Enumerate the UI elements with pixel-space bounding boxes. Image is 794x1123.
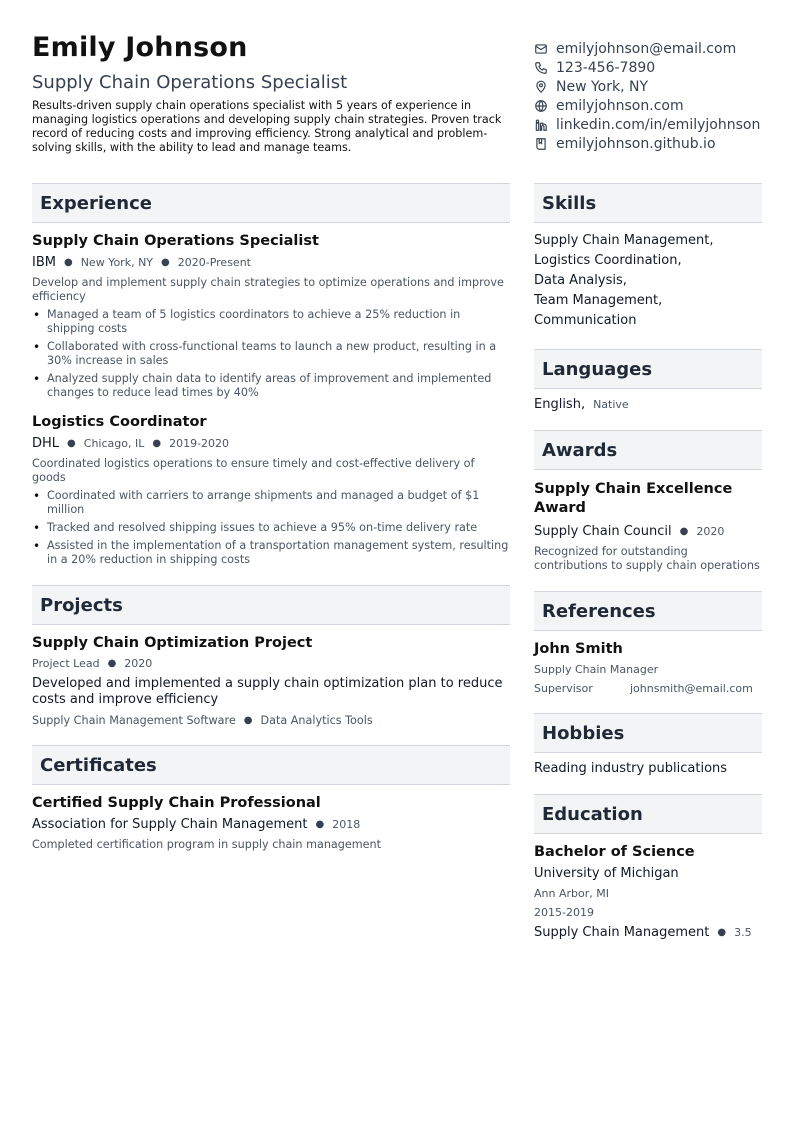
left-column <box>32 183 510 870</box>
contact-website[interactable] <box>534 96 792 115</box>
project-tools <box>32 714 510 727</box>
location-text: New York, NY <box>556 78 649 95</box>
certificate-year: 2018 <box>332 818 361 831</box>
bullet-item: • Collaborated with cross-functional teams to launch a new product, resulting in a 30% increase in sales <box>32 340 510 368</box>
phone-icon <box>534 61 548 75</box>
job-bullets <box>32 489 510 567</box>
website-text: emilyjohnson.com <box>556 97 684 114</box>
bullet-item: • Assisted in the implementation of a transportation management system, resulting in a 20% reduction in shipping costs <box>32 539 510 567</box>
award-issuer: Supply Chain Council <box>534 524 672 539</box>
project-year: 2020 <box>124 657 153 670</box>
contact-location <box>534 77 792 96</box>
skill-item: Team Management, <box>534 293 663 308</box>
references-section <box>534 591 762 695</box>
contact-list <box>534 39 792 153</box>
linkedin-text: linkedin.com/in/emilyjohnson <box>556 116 761 133</box>
award-entry <box>534 480 762 573</box>
bullet-item: • Tracked and resolved shipping issues to achieve a 95% on-time delivery rate <box>32 521 510 535</box>
education-gpa: 3.5 <box>734 926 752 939</box>
reference-position: Supply Chain Manager <box>534 663 659 676</box>
certificate-meta <box>32 817 510 832</box>
certificate-entry <box>32 795 510 852</box>
certificate-issuer: Association for Supply Chain Management <box>32 817 308 832</box>
job-company: DHL <box>32 436 60 451</box>
awards-section <box>534 430 762 573</box>
education-heading: Education <box>534 794 762 834</box>
separator-dot: ● <box>107 658 117 669</box>
contact-email[interactable] <box>534 39 792 58</box>
job-description: Develop and implement supply chain strategies to optimize operations and improve efficiency <box>32 276 504 303</box>
job-dates: 2019-2020 <box>169 437 230 450</box>
separator-dot: ● <box>152 438 162 449</box>
bookmark-icon <box>534 137 548 151</box>
experience-heading: Experience <box>32 183 510 223</box>
hobby-item: Reading industry publications <box>534 761 728 776</box>
experience-section <box>32 183 510 567</box>
references-heading: References <box>534 591 762 631</box>
education-entry <box>534 844 762 940</box>
separator-dot: ● <box>161 257 170 268</box>
projects-section <box>32 585 510 727</box>
certificate-title: Certified Supply Chain Professional <box>32 795 321 811</box>
separator-dot: ● <box>67 438 76 449</box>
job-meta <box>32 255 510 270</box>
projects-heading: Projects <box>32 585 510 625</box>
linkedin-icon <box>534 118 548 132</box>
skill-item: Supply Chain Management, <box>534 233 714 248</box>
job-title: Supply Chain Operations Specialist <box>32 233 319 249</box>
job-location: New York, NY <box>80 256 154 269</box>
project-role: Project Lead <box>32 657 100 670</box>
education-degree: Bachelor of Science <box>534 844 695 860</box>
project-entry <box>32 635 510 727</box>
separator-dot: ● <box>315 819 325 830</box>
awards-heading: Awards <box>534 430 762 470</box>
education-location: Ann Arbor, MI <box>534 887 609 900</box>
mail-icon <box>534 42 548 56</box>
separator-dot: ● <box>243 715 253 726</box>
job-entry <box>32 233 510 400</box>
phone-text: 123-456-7890 <box>556 59 656 76</box>
hobbies-heading: Hobbies <box>534 713 762 753</box>
education-section <box>534 794 762 940</box>
reference-entry <box>534 641 762 695</box>
contact-linkedin[interactable] <box>534 115 792 134</box>
job-title: Logistics Coordinator <box>32 414 207 430</box>
project-tool: Data Analytics Tools <box>260 714 373 727</box>
language-level: Native <box>593 398 629 411</box>
job-meta <box>32 436 510 451</box>
summary-text: Results-driven supply chain operations specialist with 5 years of experience in managing logistics operations and developing supply chain strategies. Proven track record of reducing costs and improving efficiency. Strong analytical and problem-solving skills, with the ability to lead and manage teams. <box>32 99 502 154</box>
certificates-heading: Certificates <box>32 745 510 785</box>
job-location: Chicago, IL <box>83 437 145 450</box>
separator-dot: ● <box>717 927 727 938</box>
award-meta <box>534 524 762 539</box>
candidate-title: Supply Chain Operations Specialist <box>32 72 348 93</box>
job-entry <box>32 414 510 567</box>
bullet-item: • Analyzed supply chain data to identify areas of improvement and implemented changes to reduce lead times by 40% <box>32 372 510 400</box>
skill-item: Logistics Coordination, <box>534 253 682 268</box>
project-title: Supply Chain Optimization Project <box>32 635 313 651</box>
language-item <box>534 397 762 412</box>
job-company: IBM <box>32 255 56 270</box>
bullet-item: • Coordinated with carriers to arrange shipments and managed a budget of $1 million <box>32 489 510 517</box>
contact-github[interactable] <box>534 134 792 153</box>
email-text: emilyjohnson@email.com <box>556 40 737 57</box>
education-field: Supply Chain Management <box>534 925 710 940</box>
award-title: Supply Chain Excellence Award <box>534 481 733 516</box>
reference-details <box>534 682 762 695</box>
contact-phone[interactable] <box>534 58 792 77</box>
project-tool: Supply Chain Management Software <box>32 714 236 727</box>
separator-dot: ● <box>679 526 689 537</box>
project-description: Developed and implemented a supply chain optimization plan to reduce costs and improve efficiency <box>32 676 503 707</box>
certificates-section <box>32 745 510 852</box>
separator-dot: ● <box>63 257 73 268</box>
language-name: English, <box>534 397 586 412</box>
job-description: Coordinated logistics operations to ensure timely and cost-effective delivery of goods <box>32 457 475 484</box>
skills-list <box>534 231 762 331</box>
reference-relation: Supervisor <box>534 682 593 695</box>
certificate-description: Completed certification program in supply chain management <box>32 838 382 851</box>
bullet-item: • Managed a team of 5 logistics coordinators to achieve a 25% reduction in shipping costs <box>32 308 510 336</box>
skill-item: Data Analysis, <box>534 273 627 288</box>
github-text: emilyjohnson.github.io <box>556 135 716 152</box>
skill-item: Communication <box>534 313 637 328</box>
award-description: Recognized for outstanding contributions to supply chain operations <box>534 545 760 572</box>
languages-heading: Languages <box>534 349 762 389</box>
languages-section <box>534 349 762 412</box>
job-bullets <box>32 308 510 400</box>
reference-name: John Smith <box>534 641 623 657</box>
education-field-meta <box>534 925 762 940</box>
reference-email[interactable]: johnsmith@email.com <box>630 682 753 695</box>
globe-icon <box>534 99 548 113</box>
award-year: 2020 <box>696 525 725 538</box>
skills-section <box>534 183 762 331</box>
education-dates: 2015-2019 <box>534 906 594 919</box>
project-meta <box>32 657 510 670</box>
hobbies-section <box>534 713 762 776</box>
job-dates: 2020-Present <box>177 256 251 269</box>
right-column <box>534 183 762 958</box>
map-pin-icon <box>534 80 548 94</box>
candidate-name: Emily Johnson <box>32 32 248 63</box>
education-school: University of Michigan <box>534 866 679 881</box>
skills-heading: Skills <box>534 183 762 223</box>
